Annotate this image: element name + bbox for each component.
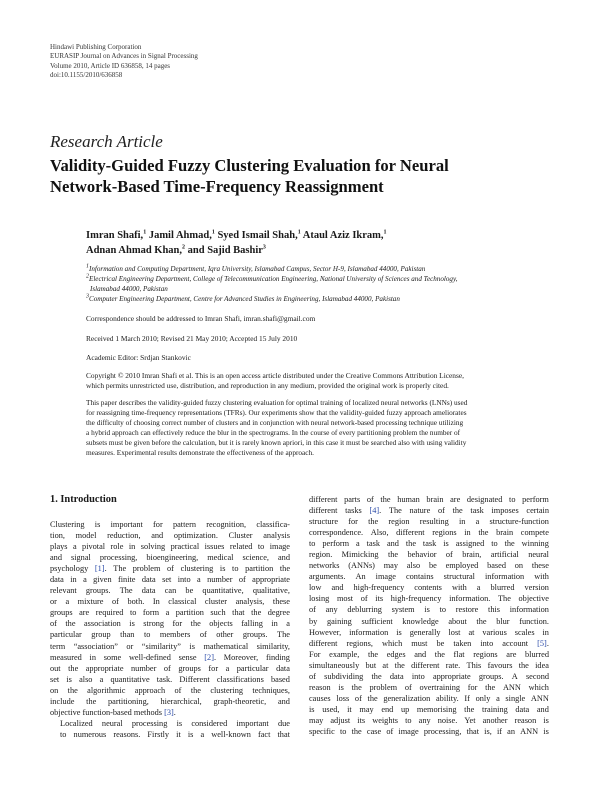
text-line: on the algorithmic approach of the clustering techniques,	[50, 685, 290, 695]
text-line: specific to the case of image processing, that is, if an ANN is	[309, 726, 549, 736]
title-line: Network-Based Time-Frequency Reassignment	[50, 177, 384, 196]
affiliation-2	[86, 275, 556, 294]
author-name: Imran Shafi,	[86, 230, 144, 241]
abstract-line: for reassigning time-frequency representations (TFRs). Our experiments show that the validity-guided fuzzy approach ameliorates	[86, 408, 467, 417]
text-line: region. Mimicking the behavior of brain, artificial neural	[309, 550, 549, 560]
author-name: Adnan Ahmad Khan,	[86, 245, 183, 256]
text-line: simultaneously but at the different rate. This favours the idea	[309, 660, 549, 670]
affiliation-3	[86, 295, 556, 304]
text-line: particular group than to members of other groups. The	[50, 630, 290, 640]
affiliation-text: Computer Engineering Department, Centre for Advanced Studies in Engineering, Islamabad 44000, Pakistan	[89, 295, 400, 304]
text-line: or a mixture of both. In classical cluster analysis, these	[50, 597, 290, 607]
text-line: reason is the problem of overtraining for the ANN which	[309, 682, 549, 692]
text-line: of subdividing the data into appropriate groups. A second	[309, 671, 549, 681]
text-line: Clustering is important for pattern recognition, classifica-	[50, 520, 290, 529]
author-name: Ataul Aziz Ikram,	[302, 230, 384, 241]
abstract-line: This paper describes the validity-guided fuzzy clustering evaluation for optimal training of localized neural networks (LNNs) used	[86, 398, 468, 407]
left-column	[50, 494, 290, 740]
text-line: to perform a task and the task is assigned to the winning	[309, 539, 549, 549]
abstract-line: measures. Experimental results demonstrate the effectiveness of the approach.	[86, 448, 315, 457]
text-line: out the appropriate number of groups for a particular data	[50, 663, 290, 673]
affiliation-sup: 3	[86, 293, 89, 300]
affiliation-sup: 2	[86, 274, 89, 281]
text-line: Localized neural processing is considered important due	[60, 718, 290, 728]
text-line: plays a pivotal role in solving practical issues related to image	[50, 542, 290, 552]
text-line: may adjust its weights to any noise. Yet another reason is	[309, 715, 549, 725]
affiliation-1	[86, 265, 556, 274]
text-line: However, information is generally lost at various scales in	[309, 627, 549, 637]
abstract-line: a hybrid approach can effectively reduce the blur in the spectrograms. In the course of every partitioning problem the number of	[86, 428, 461, 437]
volume-line: Volume 2010, Article ID 636858, 14 pages	[50, 61, 171, 70]
text-line: low and high-frequency contents with a blurred version	[309, 583, 549, 593]
section-heading: 1. Introduction	[50, 494, 117, 505]
article-dates: Received 1 March 2010; Revised 21 May 2010; Accepted 15 July 2010	[86, 334, 298, 343]
text-line: and signal processing, bioengineering, medical science, and	[50, 553, 290, 563]
text-line: term “association” or “similarity” is mathematical similarity,	[50, 641, 290, 651]
academic-editor: Academic Editor: Srdjan Stankovic	[86, 353, 191, 362]
affiliation-text: Information and Computing Department, Iqra University, Islamabad Campus, Sector H-9, Islamabad 44000, Pakistan	[89, 265, 426, 273]
author-sup: 1	[383, 229, 387, 236]
affiliation-sup: 1	[86, 263, 89, 270]
author-sup: 3	[262, 244, 266, 251]
copyright-line: which permits unrestricted use, distribution, and reproduction in any medium, provided the original work is properly cited.	[86, 381, 449, 390]
publisher-line: Hindawi Publishing Corporation	[50, 43, 142, 51]
author-sup: 2	[182, 244, 186, 251]
text-line: relevant groups. The data can be quantitative, qualitative,	[50, 586, 290, 596]
text-line: measured in some well-defined sense [2]. Moreover, finding	[50, 652, 290, 662]
author-sup: 1	[297, 229, 301, 236]
text-line: causes loss of the generalization ability. If only a single ANN	[309, 693, 549, 703]
title-line: Validity-Guided Fuzzy Clustering Evaluation for Neural	[50, 156, 449, 175]
text-line: by gaining sufficient knowledge about the blur function.	[309, 616, 549, 626]
text-line: data in a given finite data set into a number of appropriate	[50, 575, 290, 585]
journal-line: EURASIP Journal on Advances in Signal Processing	[50, 52, 198, 61]
text-line: objective function-based methods [3].	[50, 707, 176, 717]
text-line: arguments. An image contains structural information with	[309, 572, 549, 582]
author-sup: 1	[211, 229, 215, 236]
text-line: set is also a quantitative task. Different classifications based	[50, 674, 290, 684]
text-line: different tasks [4]. The nature of the task imposes certain	[309, 506, 549, 516]
paper-title	[50, 155, 550, 197]
text-line: include the partitioning, hierarchical, graph-theoretic, and	[50, 696, 290, 706]
text-line: psychology [1]. The problem of clustering is to partition the	[50, 564, 290, 574]
intro-paragraph-1	[50, 519, 290, 718]
intro-paragraph-2	[50, 718, 290, 740]
text-line: different regions, which must be taken into account [5].	[309, 638, 549, 648]
text-line: For example, the edges and the flat regions are blurred	[309, 649, 549, 659]
doi-line: doi:10.1155/2010/636858	[50, 71, 123, 80]
author-name: Jamil Ahmad,	[148, 230, 212, 241]
author-sup: 1	[143, 229, 147, 236]
text-line: different parts of the human brain are designated to perform	[309, 495, 549, 504]
intro-paragraph-continued	[309, 494, 549, 737]
text-line: of the association is strong for the objects falling in a	[50, 619, 290, 629]
text-line: structure for the region resulting in a structure-function	[309, 517, 549, 527]
text-line: of any deblurring system is to restore this information	[309, 605, 549, 615]
affiliation-text: Electrical Engineering Department, College of Telecommunication Engineering, National University of Sciences and Technology,	[89, 275, 458, 284]
text-line: is used, it may end up memorising the training data and	[309, 704, 549, 714]
abstract-line: the difficulty of choosing correct number of clusters and in conjunction with neural network-based processing technique utilizing	[86, 418, 464, 427]
author-name: Syed Ismail Shah,	[217, 230, 298, 241]
text-line: losing most of its high-frequency information. The objective	[309, 594, 549, 604]
affiliations	[86, 265, 556, 306]
author-line	[86, 228, 556, 243]
abstract	[86, 398, 556, 458]
article-type: Research Article	[50, 132, 163, 151]
journal-header	[50, 43, 198, 81]
copyright-line: Copyright © 2010 Imran Shafi et al. This is an open access article distributed under the Creative Commons Attribution License,	[86, 371, 465, 380]
text-line: tion, model reduction, and optimization. Cluster analysis	[50, 531, 290, 541]
author-name: and Sajid Bashir	[187, 245, 263, 256]
copyright-notice	[86, 371, 556, 391]
text-line: to numerous reasons. Firstly it is a well-known fact that	[60, 729, 290, 739]
text-line: correspondence. Also, different regions in the brain compete	[309, 528, 549, 538]
author-list	[86, 228, 556, 258]
text-line: groups are required to form a partition such that the degree	[50, 608, 290, 618]
author-line	[86, 243, 556, 258]
abstract-line: subsets must be given before the calculation, but it is rarely known apriori, in this case it must be searched also with using validity	[86, 438, 467, 447]
correspondence: Correspondence should be addressed to Imran Shafi, imran.shafi@gmail.com	[86, 314, 316, 323]
affiliation-text: Islamabad 44000, Pakistan	[90, 284, 168, 293]
right-column	[309, 494, 549, 737]
text-line: networks (ANNs) may also be employed based on these	[309, 561, 549, 571]
